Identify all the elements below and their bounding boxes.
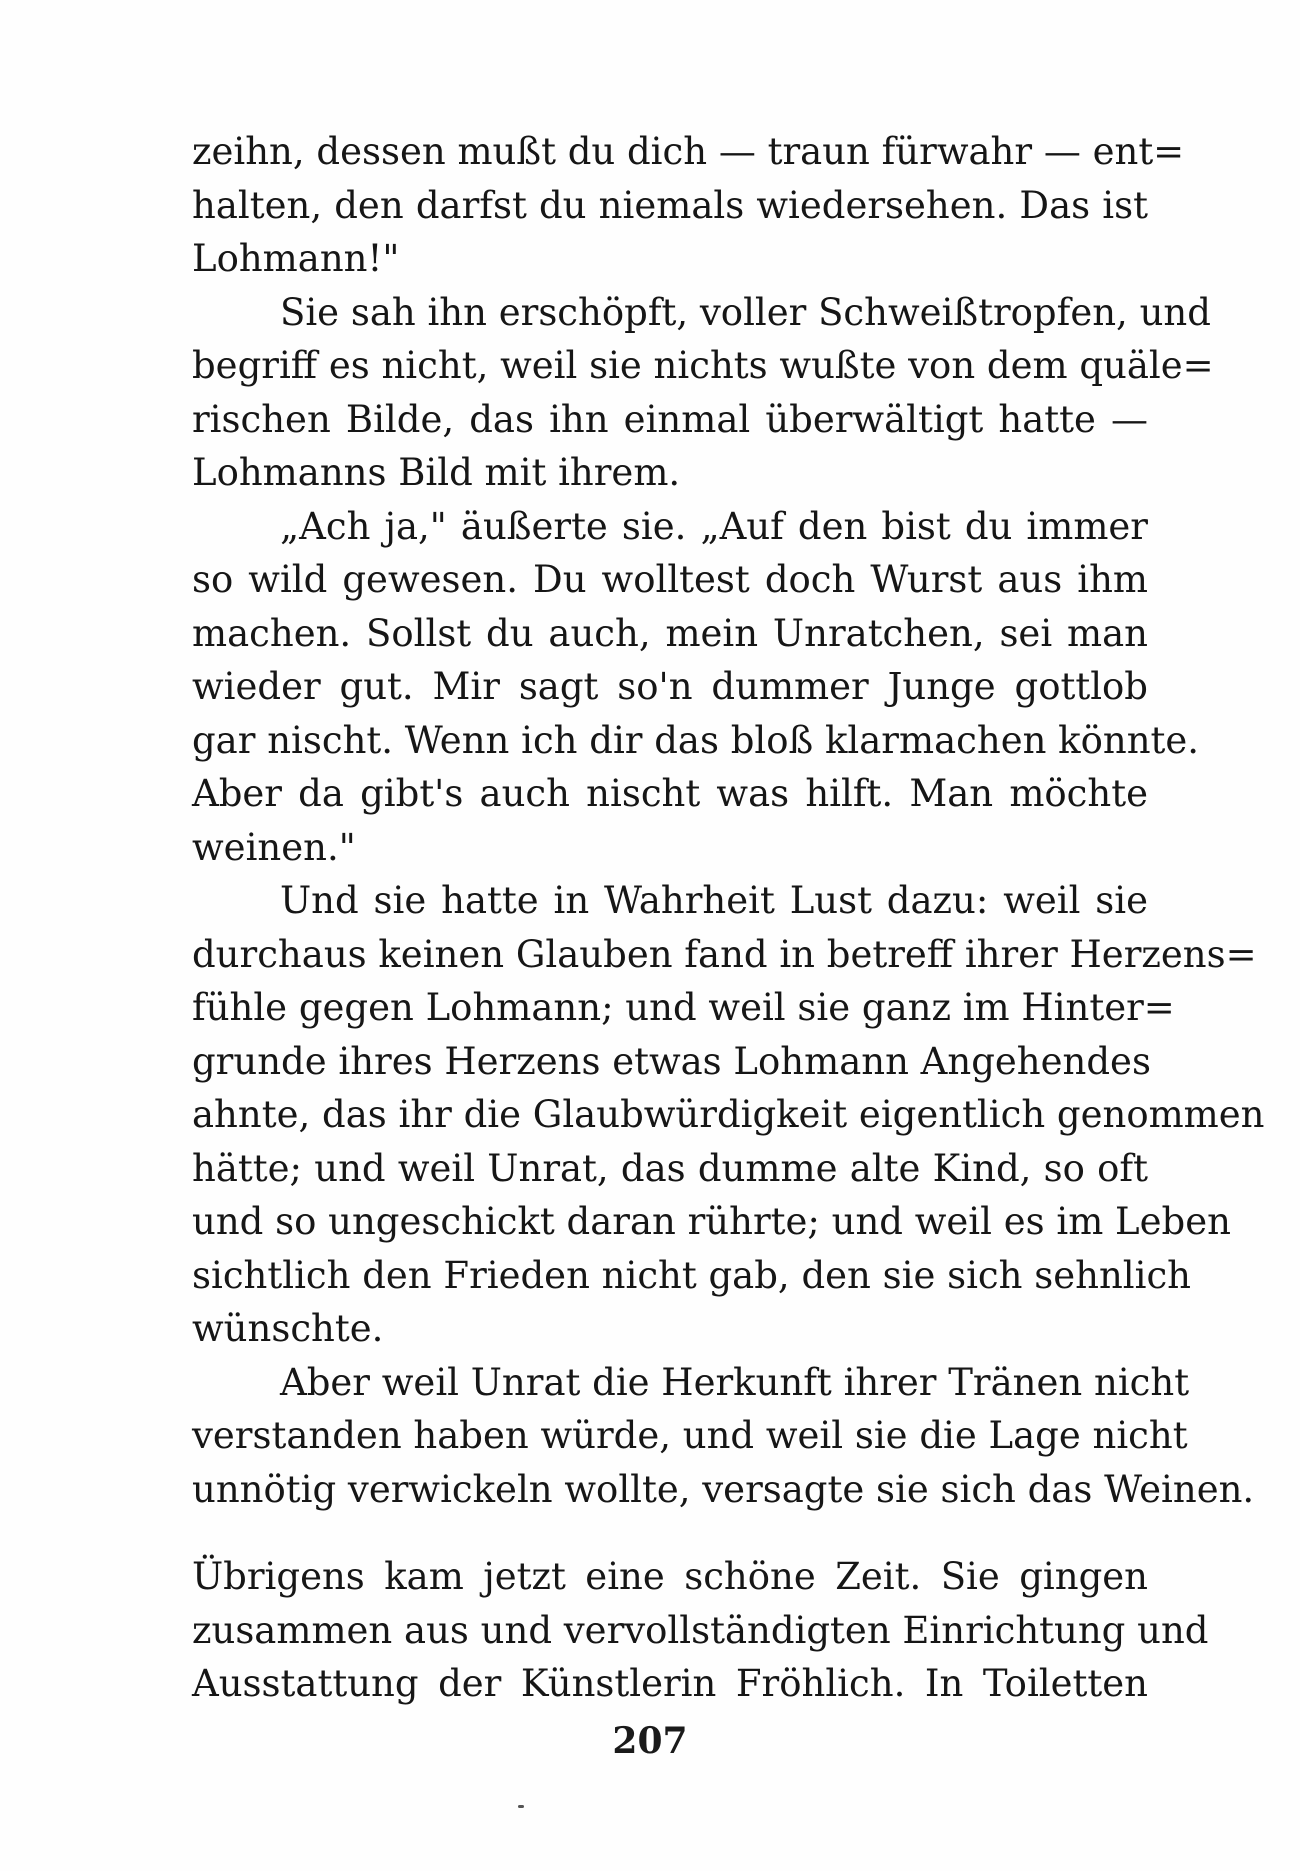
text-line: Übrigens kam jetzt eine schöne Zeit. Sie gingen bbox=[192, 1555, 1148, 1598]
text-line: wünschte. bbox=[192, 1307, 384, 1350]
text-line: gar nischt. Wenn ich dir das bloß klarmachen könnte. bbox=[192, 718, 1200, 762]
text-line: begriff es nicht, weil sie nichts wußte von dem quäle= bbox=[192, 344, 1214, 387]
text-line: hätte; und weil Unrat, das dumme alte Kind, so oft bbox=[192, 1146, 1148, 1190]
text-line: Aber da gibt's auch nischt was hilft. Man möchte bbox=[192, 772, 1148, 815]
text-line: sichtlich den Frieden nicht gab, den sie sich sehnlich bbox=[192, 1253, 1191, 1297]
text-line: durchaus keinen Glauben fand in betreff ihrer Herzens= bbox=[192, 932, 1257, 976]
text-line: weinen." bbox=[192, 825, 356, 869]
page-number: 207 bbox=[612, 1720, 688, 1762]
text-line: Sie sah ihn erschöpft, voller Schweißtropfen, und bbox=[280, 290, 1211, 334]
text-line: Lohmann!" bbox=[192, 237, 400, 280]
text-line: unnötig verwickeln wollte, versagte sie sich das Weinen. bbox=[192, 1467, 1255, 1511]
text-line: Lohmanns Bild mit ihrem. bbox=[192, 451, 681, 494]
text-line: wieder gut. Mir sagt so'n dummer Junge gottlob bbox=[192, 665, 1148, 708]
text-line: zusammen aus und vervollständigten Einrichtung und bbox=[192, 1608, 1209, 1652]
text-line: fühle gegen Lohmann; und weil sie ganz im Hinter= bbox=[192, 986, 1175, 1029]
text-block-main bbox=[192, 125, 1265, 1516]
text-line: grunde ihres Herzens etwas Lohmann Angehendes bbox=[192, 1039, 1151, 1083]
text-line: rischen Bilde, das ihn einmal überwältigt hatte — bbox=[192, 397, 1148, 441]
text-line: Und sie hatte in Wahrheit Lust dazu: weil sie bbox=[280, 879, 1148, 922]
text-line: machen. Sollst du auch, mein Unratchen, sei man bbox=[192, 611, 1148, 655]
text-block-section bbox=[192, 1550, 1209, 1711]
text-line: halten, den darfst du niemals wiedersehen. Das ist bbox=[192, 183, 1148, 227]
text-line: Aber weil Unrat die Herkunft ihrer Tränen nicht bbox=[280, 1360, 1190, 1404]
text-line: zeihn, dessen mußt du dich — traun fürwahr — ent= bbox=[192, 130, 1185, 173]
text-line: so wild gewesen. Du wolltest doch Wurst aus ihm bbox=[192, 558, 1148, 601]
text-line: verstanden haben würde, und weil sie die Lage nicht bbox=[192, 1414, 1188, 1457]
text-line: „Ach ja," äußerte sie. „Auf den bist du immer bbox=[280, 504, 1148, 548]
text-line: Ausstattung der Künstlerin Fröhlich. In Toiletten bbox=[192, 1662, 1148, 1705]
text-line: und so ungeschickt daran rührte; und weil es im Leben bbox=[192, 1200, 1231, 1243]
text-line: ahnte, das ihr die Glaubwürdigkeit eigentlich genommen bbox=[192, 1093, 1265, 1136]
print-speck bbox=[518, 1805, 524, 1808]
